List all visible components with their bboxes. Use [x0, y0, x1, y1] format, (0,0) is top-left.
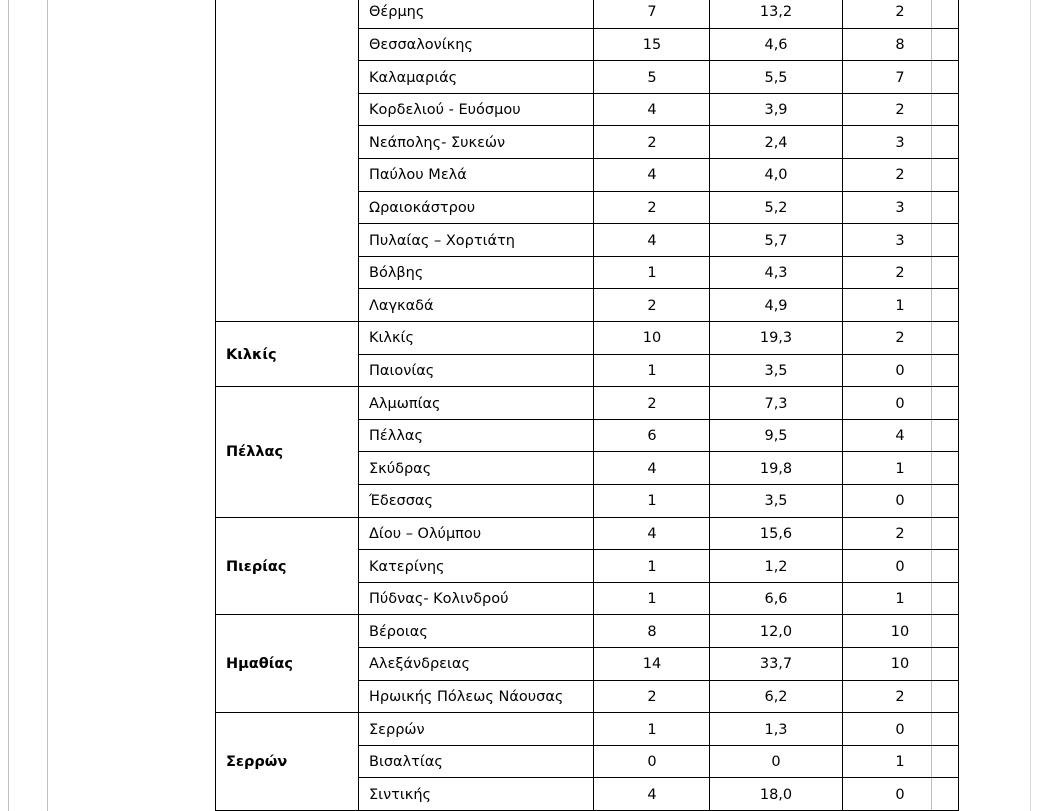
rate-value: 2,4	[764, 134, 788, 151]
municipality-name: Σερρών	[369, 721, 425, 738]
rate-value: 4,3	[764, 265, 788, 282]
secondary-count: 2	[895, 525, 905, 542]
table-row-border	[358, 158, 958, 159]
secondary-count: 0	[895, 493, 905, 510]
secondary-count: 2	[895, 4, 905, 21]
secondary-count: 3	[895, 232, 905, 249]
table-row-border	[358, 28, 958, 29]
municipality-name: Καλαμαριάς	[369, 69, 458, 86]
secondary-count: 3	[895, 199, 905, 216]
municipality-name: Νεάπολης- Συκεών	[369, 134, 506, 151]
table-row-border	[358, 288, 958, 289]
region-group-border	[215, 614, 358, 615]
municipality-name: Κιλκίς	[369, 330, 414, 347]
rate-value: 15,6	[759, 525, 793, 542]
cases-count: 5	[647, 69, 657, 86]
rate-value: 6,6	[764, 591, 788, 608]
secondary-count: 7	[895, 69, 905, 86]
cases-count: 15	[642, 36, 662, 53]
secondary-count: 0	[895, 786, 905, 803]
region-group-border	[215, 321, 358, 322]
municipality-name: Λαγκαδά	[369, 297, 434, 314]
rate-value: 4,6	[764, 36, 788, 53]
municipality-name: Αλμωπίας	[369, 395, 441, 412]
table-row-border	[358, 256, 958, 257]
cases-count: 4	[647, 525, 657, 542]
municipality-name: Σιντικής	[369, 786, 432, 803]
region-name: Πιερίας	[226, 558, 287, 575]
cases-count: 8	[647, 623, 657, 640]
municipality-name: Θέρμης	[369, 4, 425, 21]
rate-value: 12,0	[759, 623, 793, 640]
table-outer-border	[931, 0, 932, 811]
municipality-name: Θεσσαλονίκης	[369, 36, 473, 53]
cases-count: 1	[647, 362, 657, 379]
table-row-border	[358, 191, 958, 192]
table-row-border	[358, 419, 958, 420]
secondary-count: 1	[895, 297, 905, 314]
secondary-count: 4	[895, 428, 905, 445]
region-name: Κιλκίς	[226, 346, 277, 363]
municipality-name: Βέροιας	[369, 623, 428, 640]
cases-count: 4	[647, 102, 657, 119]
cases-count: 1	[647, 558, 657, 575]
rate-value: 3,9	[764, 102, 788, 119]
municipality-name: Κορδελιού - Ευόσμου	[369, 102, 521, 119]
region-group-border	[215, 517, 358, 518]
municipality-name: Παύλου Μελά	[369, 167, 467, 184]
cases-count: 4	[647, 232, 657, 249]
table-row-border	[358, 321, 958, 322]
secondary-count: 10	[890, 623, 910, 640]
municipality-name: Ωραιοκάστρου	[369, 199, 476, 216]
cases-count: 10	[642, 330, 662, 347]
table-row-border	[358, 125, 958, 126]
municipality-name: Ηρωικής Πόλεως Νάουσας	[369, 688, 564, 705]
table-row-border	[358, 223, 958, 224]
cases-count: 2	[647, 395, 657, 412]
rate-value: 5,5	[764, 69, 788, 86]
municipality-name: Σκύδρας	[369, 460, 432, 477]
secondary-count: 1	[895, 591, 905, 608]
cases-count: 1	[647, 265, 657, 282]
table-row-border	[358, 582, 958, 583]
municipality-name: Δίου – Ολύμπου	[369, 525, 482, 542]
secondary-count: 0	[895, 362, 905, 379]
cases-count: 2	[647, 297, 657, 314]
cases-count: 1	[647, 493, 657, 510]
secondary-count: 2	[895, 102, 905, 119]
cases-count: 6	[647, 428, 657, 445]
rate-value: 4,9	[764, 297, 788, 314]
secondary-count: 2	[895, 167, 905, 184]
rate-value: 7,3	[764, 395, 788, 412]
page-left-edge	[8, 0, 9, 811]
region-name: Πέλλας	[226, 444, 284, 461]
cases-count: 1	[647, 591, 657, 608]
rate-value: 3,5	[764, 362, 788, 379]
cases-count: 4	[647, 460, 657, 477]
table-column-border	[593, 0, 594, 811]
municipality-name: Παιονίας	[369, 362, 435, 379]
region-name: Σερρών	[226, 754, 288, 771]
rate-value: 9,5	[764, 428, 788, 445]
page-right-edge	[1030, 0, 1031, 811]
cases-count: 4	[647, 786, 657, 803]
table-column-border	[709, 0, 710, 811]
rate-value: 33,7	[759, 656, 793, 673]
secondary-count: 2	[895, 688, 905, 705]
secondary-count: 2	[895, 330, 905, 347]
rate-value: 5,2	[764, 199, 788, 216]
region-group-border	[215, 712, 358, 713]
table-row-border	[358, 647, 958, 648]
table-row-border	[358, 484, 958, 485]
table-row-border	[358, 451, 958, 452]
cases-count: 1	[647, 721, 657, 738]
rate-value: 4,0	[764, 167, 788, 184]
secondary-count: 2	[895, 265, 905, 282]
table-row-border	[358, 712, 958, 713]
table-column-border	[842, 0, 843, 811]
table-row-border	[358, 354, 958, 355]
municipality-name: Βισαλτίας	[369, 754, 443, 771]
secondary-count: 0	[895, 558, 905, 575]
cases-count: 7	[647, 4, 657, 21]
table-column-border	[215, 0, 216, 811]
table-row-border	[358, 386, 958, 387]
rate-value: 19,8	[759, 460, 793, 477]
table-column-border	[958, 0, 959, 811]
cases-count: 14	[642, 656, 662, 673]
cases-count: 2	[647, 199, 657, 216]
table-row-border	[358, 745, 958, 746]
rate-value: 6,2	[764, 688, 788, 705]
secondary-count: 10	[890, 656, 910, 673]
cases-count: 4	[647, 167, 657, 184]
secondary-count: 1	[895, 754, 905, 771]
table-row-border	[358, 549, 958, 550]
cases-count: 0	[647, 754, 657, 771]
region-name: Ημαθίας	[226, 656, 293, 673]
rate-value: 5,7	[764, 232, 788, 249]
page-gap-edge	[47, 0, 48, 811]
municipality-name: Κατερίνης	[369, 558, 445, 575]
secondary-count: 0	[895, 721, 905, 738]
table-row-border	[358, 517, 958, 518]
cases-count: 2	[647, 134, 657, 151]
region-group-border	[215, 386, 358, 387]
secondary-count: 8	[895, 36, 905, 53]
table-row-border	[358, 680, 958, 681]
secondary-count: 1	[895, 460, 905, 477]
cases-count: 2	[647, 688, 657, 705]
secondary-count: 0	[895, 395, 905, 412]
rate-value: 1,3	[764, 721, 788, 738]
table-column-border	[358, 0, 359, 811]
municipality-name: Πέλλας	[369, 428, 423, 445]
secondary-count: 3	[895, 134, 905, 151]
rate-value: 19,3	[759, 330, 793, 347]
municipality-name: Έδεσσας	[369, 493, 433, 510]
rate-value: 3,5	[764, 493, 788, 510]
table-row-border	[358, 614, 958, 615]
rate-value: 18,0	[759, 786, 793, 803]
municipality-name: Πυλαίας – Χορτιάτη	[369, 232, 515, 249]
table-row-border	[358, 777, 958, 778]
municipality-name: Πύδνας- Κολινδρού	[369, 591, 509, 608]
table-row-border	[358, 60, 958, 61]
rate-value: 1,2	[764, 558, 788, 575]
table-row-border	[358, 93, 958, 94]
municipality-name: Βόλβης	[369, 265, 424, 282]
municipality-name: Αλεξάνδρειας	[369, 656, 470, 673]
rate-value: 0	[771, 754, 781, 771]
rate-value: 13,2	[759, 4, 793, 21]
